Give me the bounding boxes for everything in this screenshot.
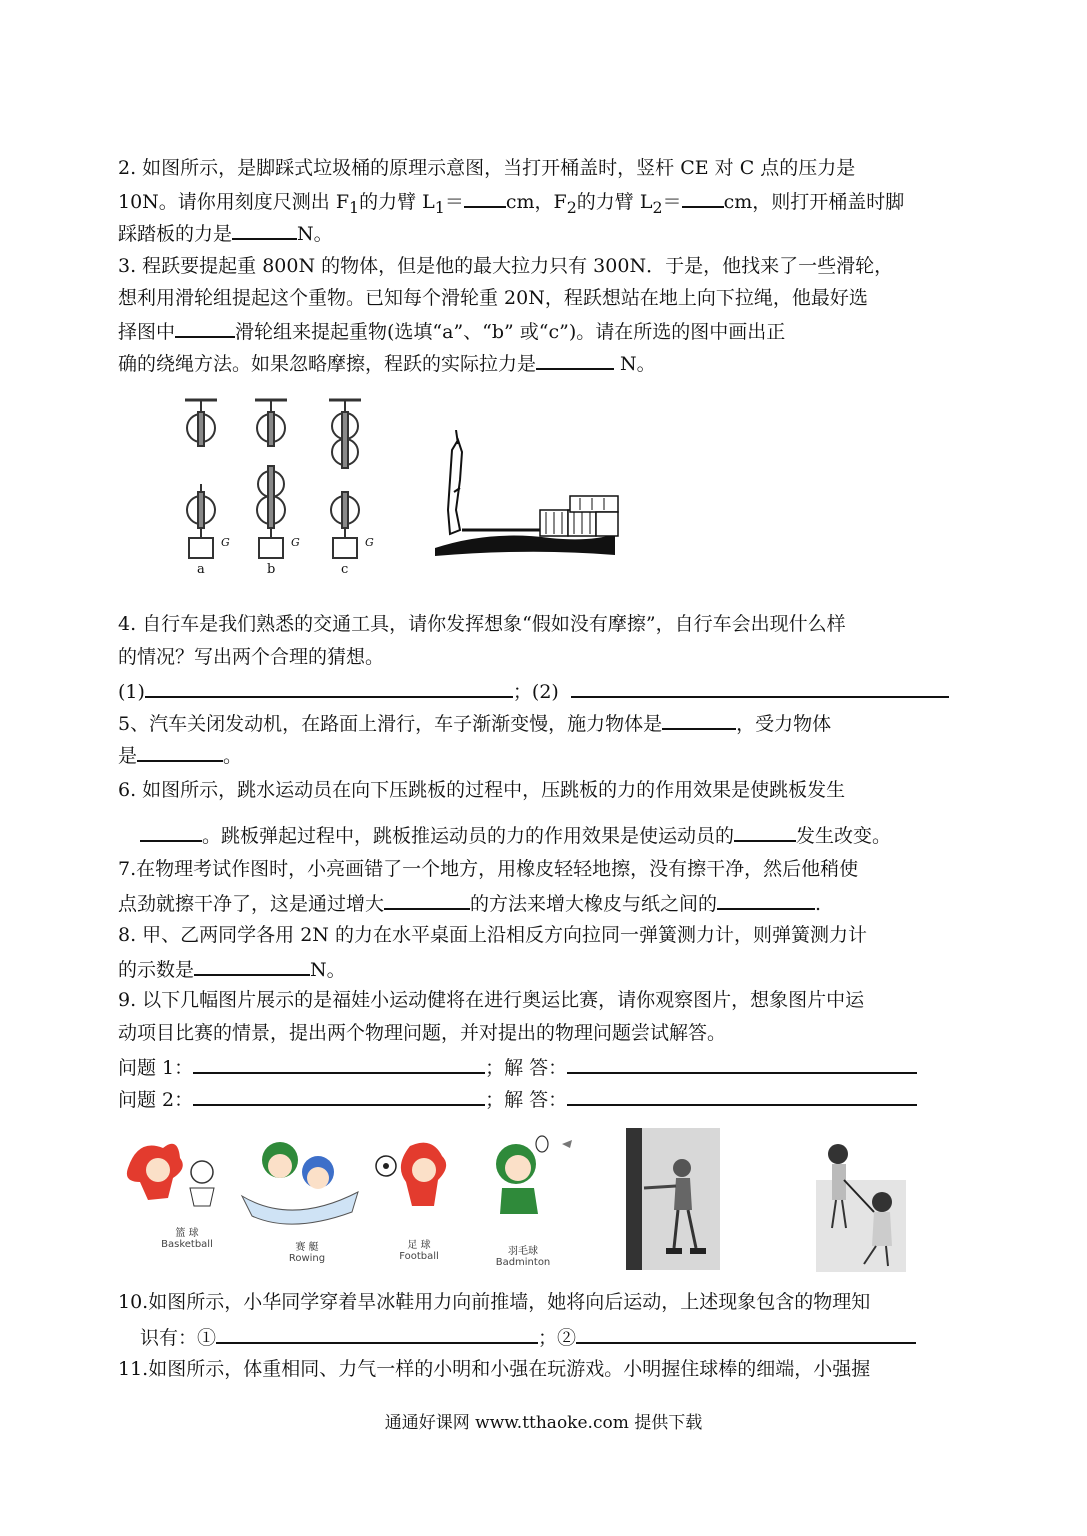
q9-answer-1-blank[interactable] xyxy=(567,1054,917,1074)
q9-line-1: 9. 以下几幅图片展示的是福娃小运动健将在进行奥运比赛，请你观察图片，想象图片中运 xyxy=(118,989,865,1011)
q10-answer-blank-1[interactable] xyxy=(216,1324,538,1344)
q8-answer-blank[interactable] xyxy=(194,956,310,976)
rowing-fuwa-illustration xyxy=(232,1136,362,1232)
q3-answer-blank-choice[interactable] xyxy=(175,318,235,338)
pulley-label-c: c xyxy=(341,562,349,577)
football-fuwa-illustration xyxy=(372,1136,468,1230)
basketball-fuwa-illustration xyxy=(118,1138,226,1228)
q5-answer-blank-receiver[interactable] xyxy=(137,742,223,762)
q6-answer-blank-2[interactable] xyxy=(734,822,796,842)
caption-basketball: 篮 球 Basketball xyxy=(161,1228,213,1250)
fuwa-football-image xyxy=(372,1136,468,1234)
lifting-person-figure xyxy=(430,430,620,564)
fuwa-badminton-image xyxy=(480,1134,576,1238)
q9-problem-2: 问题 2： ；解 答： xyxy=(118,1086,917,1112)
q6-line-2: 。跳板弹起过程中，跳板推运动员的力的作用效果是使运动员的 发生改变。 xyxy=(140,822,891,848)
q3-line-1: 3. 程跃要提起重 800N 的物体，但是他的最大拉力只有 300N．于是，他找来了一些滑轮， xyxy=(118,255,894,277)
q9-problem-1: 问题 1： ；解 答： xyxy=(118,1054,917,1080)
q6-answer-blank-1[interactable] xyxy=(140,822,202,842)
q3-line-2: 想利用滑轮组提起这个重物。已知每个滑轮重 20N，程跃想站在地上向下拉绳，他最好选 xyxy=(118,287,868,309)
two-boys-bat-image xyxy=(816,1140,906,1276)
q6-line-1: 6. 如图所示，跳水运动员在向下压跳板的过程中，压跳板的力的作用效果是使跳板发生 xyxy=(118,779,846,801)
skater-pushing-wall-image xyxy=(626,1128,720,1274)
q3-line-4: 确的绕绳方法。如果忽略摩擦，程跃的实际拉力是 N。 xyxy=(118,350,656,376)
q2-answer-blank-l1[interactable] xyxy=(464,188,506,208)
q3-answer-blank-force[interactable] xyxy=(536,350,614,370)
q7-line-2: 点劲就擦干净了，这是通过增大 的方法来增大橡皮与纸之间的 . xyxy=(118,890,821,916)
q4-line-2: 的情况？写出两个合理的猜想。 xyxy=(118,646,385,668)
two-boys-pulling-bat-illustration xyxy=(816,1140,906,1272)
fuwa-rowing-image xyxy=(232,1136,362,1236)
q2-line-2: 10N。请你用刻度尺测出 $F_1$的力臂 $L_1=$ cm，$F_2$的力臂 $L_2=$ cm，则打开桶盖时脚 xyxy=(118,188,904,220)
q4-answer-blank-1[interactable] xyxy=(145,678,513,698)
fuwa-basketball-image xyxy=(118,1138,226,1232)
q11-line-1: 11.如图所示，体重相同、力气一样的小明和小强在玩游戏。小明握住球棒的细端，小强握 xyxy=(118,1358,871,1380)
q5-line-1: 5、汽车关闭发动机，在路面上滑行，车子渐渐变慢，施力物体是 ，受力物体 xyxy=(118,710,831,736)
q10-line-2: 识有：① ；② xyxy=(140,1324,916,1350)
q8-line-1: 8. 甲、乙两同学各用 2N 的力在水平桌面上沿相反方向拉同一弹簧测力计，则弹簧测力计 xyxy=(118,924,867,946)
q8-line-2: 的示数是 N。 xyxy=(118,956,346,982)
weight-label-a: G xyxy=(221,536,230,549)
q4-line-3: (1) ；(2) xyxy=(118,678,949,704)
page-footer: 通通好课网 www.tthaoke.com 提供下载 xyxy=(384,1413,703,1433)
q5-answer-blank-source[interactable] xyxy=(662,710,736,730)
pulley-diagram xyxy=(175,392,385,582)
weight-label-b: G xyxy=(291,536,300,549)
caption-football: 足 球 Football xyxy=(399,1240,439,1262)
badminton-fuwa-illustration xyxy=(480,1134,576,1234)
q2-answer-blank-force[interactable] xyxy=(232,220,297,240)
q2-line-1: 2. 如图所示，是脚踩式垃圾桶的原理示意图，当打开桶盖时，竖杆 CE 对 C 点的压力是 xyxy=(118,157,856,179)
caption-badminton: 羽毛球 Badminton xyxy=(495,1246,551,1268)
weight-label-c: G xyxy=(365,536,374,549)
person-and-crates-illustration xyxy=(430,430,620,560)
q2-line-3: 踩踏板的力是 N。 xyxy=(118,220,333,246)
q3-line-3: 择图中 滑轮组来提起重物(选填“a”、“b” 或“c”)。请在所选的图中画出正 xyxy=(118,318,785,344)
q7-answer-blank-2[interactable] xyxy=(717,890,815,910)
pulley-label-b: b xyxy=(267,562,276,577)
q4-line-1: 4. 自行车是我们熟悉的交通工具，请你发挥想象“假如没有摩擦”，自行车会出现什么样 xyxy=(118,613,846,635)
q9-line-2: 动项目比赛的情景，提出两个物理问题，并对提出的物理问题尝试解答。 xyxy=(118,1022,727,1044)
q9-answer-2-blank[interactable] xyxy=(567,1086,917,1106)
q7-line-1: 7.在物理考试作图时，小亮画错了一个地方，用橡皮轻轻地擦，没有擦干净，然后他稍使 xyxy=(118,858,859,880)
caption-rowing: 赛 艇 Rowing xyxy=(288,1242,326,1264)
pulley-label-a: a xyxy=(197,562,205,577)
q5-line-2: 是 。 xyxy=(118,742,242,768)
girl-pushing-wall-illustration xyxy=(626,1128,720,1270)
q4-answer-blank-2[interactable] xyxy=(571,678,949,698)
q10-answer-blank-2[interactable] xyxy=(576,1324,916,1344)
pulley-system-figure xyxy=(175,392,385,586)
q7-answer-blank-1[interactable] xyxy=(384,890,470,910)
q9-problem-2-blank[interactable] xyxy=(193,1086,485,1106)
q2-answer-blank-l2[interactable] xyxy=(682,188,724,208)
q9-problem-1-blank[interactable] xyxy=(193,1054,485,1074)
q10-line-1: 10.如图所示，小华同学穿着旱冰鞋用力向前推墙，她将向后运动，上述现象包含的物理知 xyxy=(118,1291,871,1313)
